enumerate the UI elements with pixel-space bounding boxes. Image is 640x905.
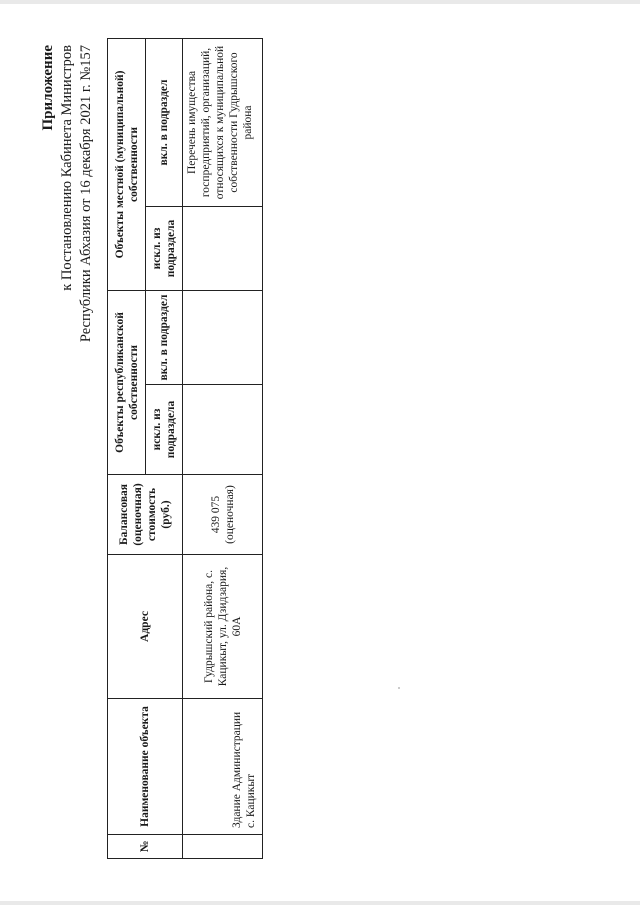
- appendix-title: Приложение: [40, 45, 56, 131]
- table-row: [183, 38, 263, 858]
- row-name: Здание Администрации с. Кацикыт: [183, 699, 263, 835]
- header-republican: Объекты республиканской собственности: [108, 290, 146, 474]
- header-loc-excluded: искл. из подраздела: [146, 206, 183, 290]
- header-local: Объекты местной (муниципальной) собственности: [108, 38, 146, 290]
- scan-bottom-edge: [0, 901, 640, 905]
- row-rep-excluded: [183, 385, 263, 475]
- header-loc-included: вкл. в подраздел: [146, 38, 183, 206]
- row-balance: 439 075 (оценочная): [183, 475, 263, 555]
- row-address: Гудрышский района, с. Кацикыт, ул. Дзидзария, 60А: [183, 555, 263, 699]
- row-num: [183, 835, 263, 859]
- row-loc-excluded: [183, 206, 263, 290]
- header-rep-included: вкл. в подраздел: [146, 290, 183, 384]
- row-rep-included: [183, 290, 263, 384]
- resolution-reference: к Постановлению Кабинета Министров: [59, 45, 75, 291]
- row-loc-included: Перечень имущества госпредприятий, организаций, относящихся к муниципальной собственности Гудрышского района: [183, 38, 263, 206]
- header-rep-excluded: искл. из подраздела: [146, 385, 183, 475]
- resolution-date: Республики Абхазия от 16 декабря 2021 г. №157: [78, 45, 94, 343]
- header-num: №: [108, 835, 183, 859]
- header-balance: Балансовая (оценочная) стоимость (руб.): [108, 475, 183, 555]
- rotated-page: [33, 21, 613, 883]
- scan-top-edge: [0, 0, 640, 4]
- header-address: Адрес: [108, 555, 183, 699]
- objects-table: [107, 38, 263, 859]
- header-name: Наименование объекта: [108, 699, 183, 835]
- document-header: [39, 45, 96, 342]
